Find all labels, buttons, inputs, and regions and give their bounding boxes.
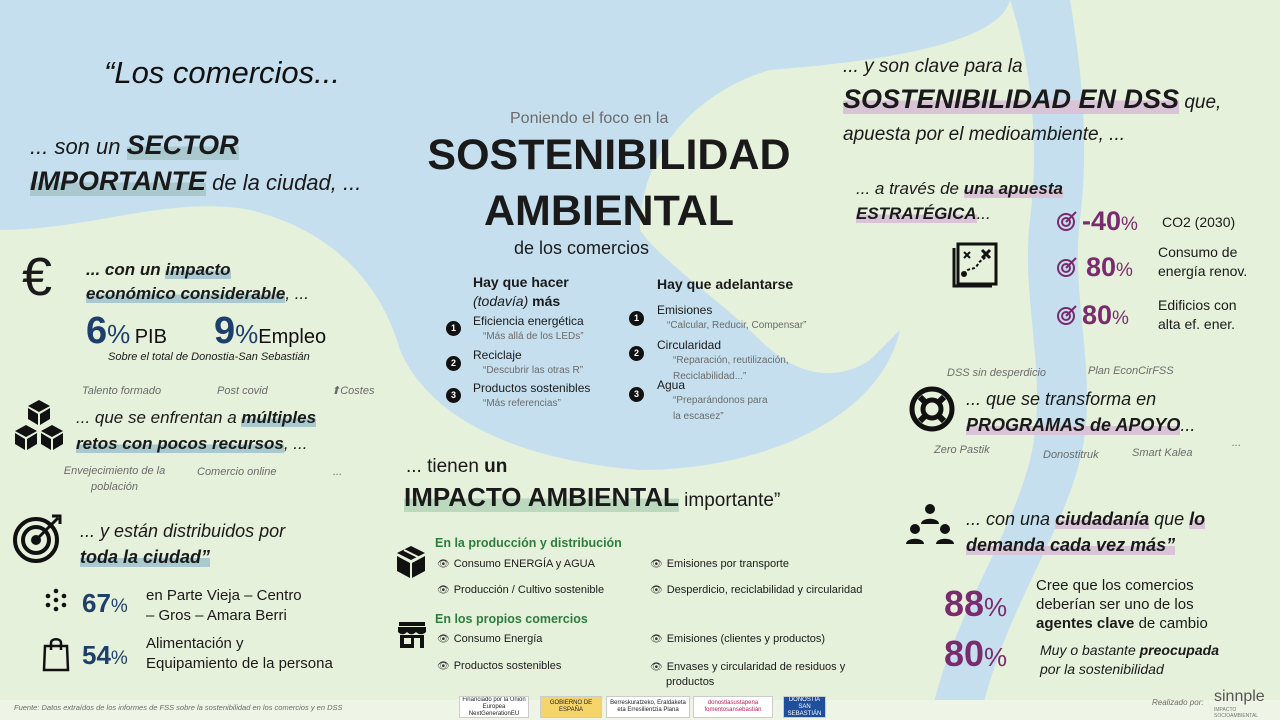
distrib-statement [80,518,285,570]
credit-label: Realizado por: [1152,698,1204,707]
logo-eu: Financiado por la Unión Europea NextGenerationEU [459,696,529,718]
prod-item: 👁 Emisiones por transporte [650,558,789,570]
kicker: Poniendo el foco en la [510,110,669,127]
estrat-statement: ... a través de una apuesta ESTRATÉGICA... [856,179,1063,223]
clave-pre: ... y son clave para la [843,56,1023,77]
eye-icon: 👁 [650,585,663,596]
clave-statement [843,84,1221,115]
logo-fomento: donostiasustapena fomentosansebastián [693,696,773,718]
clave-line3: apuesta por el medioambiente, ... [843,124,1126,145]
col1-item [446,353,461,371]
stat-67 [82,588,128,619]
col1-item-text: Eficiencia energética “Más allá de los LEDs” [473,314,584,342]
eye-icon: 👁 [650,559,663,570]
retos-post: , ... [283,434,308,453]
stat-80-label: Muy o bastante preocupada por la sostenibilidad [1040,642,1219,677]
shop-item: 👁 Envases y circularidad de residuos y productos [650,661,846,688]
dist-54-label: Alimentación y Equipamiento de la persona [146,635,333,672]
shop-item: 👁 Emisiones (clientes y productos) [650,633,826,645]
target-small-icon [1056,210,1078,232]
dist-67-value: 67 [82,588,111,618]
col1-item [446,318,461,336]
retos-bold1: múltiples [241,408,317,427]
goal-renov: 80% [1086,252,1133,282]
title-line1: SOSTENIBILIDAD [427,131,791,179]
col2-item [629,384,644,402]
program-tag: DSS sin desperdicio [947,367,1047,379]
impact-env-statement [404,482,780,513]
clave-bold: SOSTENIBILIDAD EN DSS [843,84,1180,114]
stat-80: 80% [944,633,1008,674]
source-note: Fuente: Datos extraídos de los informes de FSS sobre la sostenibilidad en los comercios y en DSS [14,703,343,712]
stat-88-label: Cree que los comercios deberían ser uno de los agentes clave de cambio [1036,577,1208,632]
impact-env-pre: ... tienen un [406,456,508,477]
challenge-tag-costes: ⬆Costes [331,385,375,397]
number-badge: 3 [629,387,644,402]
stat-empleo [214,310,326,353]
col2-item [629,343,644,361]
col1-title: Hay que hacer (todavía) más [473,274,569,309]
sector-statement [30,128,410,200]
ciudadania-statement: ... con una ciudadanía que lo demanda cada vez más” [966,509,1206,555]
retos-statement [76,405,316,457]
number-badge: 1 [629,311,644,326]
col2-item-text: Emisiones “Calcular, Reducir, Compensar” [657,303,807,331]
credit-sub: IMPACTO SOCIOAMBIENTAL [1214,707,1259,719]
eye-icon: 👁 [437,585,450,596]
target-small-icon [1056,256,1078,278]
goal-renov-label: Consumo de energía renov. [1158,244,1248,279]
empleo-label: Empleo [258,326,327,348]
prod-item: 👁 Desperdicio, reciclabilidad y circularidad [650,584,863,596]
logo-gobierno: GOBIERNO DE ESPAÑA [540,696,602,718]
program-tag: Smart Kalea [1132,447,1193,459]
challenge-tag: Post covid [217,385,268,397]
distrib-line1: ... y están distribuidos por [80,521,286,541]
col2-item-text: Agua “Preparándonos para la escasez” [657,378,768,422]
empleo-value: 9 [214,310,236,352]
col2-item [629,308,644,326]
strategy-map-icon [952,240,1000,290]
dist-54-value: 54 [82,640,111,670]
arrow-up-icon: ⬆ [331,385,341,397]
retos-pre: ... que se enfrentan a [76,408,242,427]
sector-pre: ... son un [30,134,127,159]
number-badge: 3 [446,388,461,403]
impact-bold1: impacto [165,260,231,279]
goal-edificios: 80% [1082,300,1129,330]
shop-item: 👁 Productos sostenibles [437,660,562,672]
prod-title: En la producción y distribución [435,536,622,550]
eye-icon: 👁 [437,559,450,570]
distrib-bold: toda la ciudad” [80,547,211,567]
credit-brand: sinnple [1214,688,1265,705]
eye-icon: 👁 [650,662,663,673]
challenge-tag: ... [333,466,343,478]
clave-post: que, [1179,92,1222,113]
retos-bold2: retos con pocos recursos [76,434,284,453]
dist-67-unit: % [110,596,128,617]
pib-label: PIB [134,326,167,348]
col1-item-text: Reciclaje “Descubrir las otras R” [473,348,584,376]
impact-env-big: IMPACTO AMBIENTAL [404,482,679,512]
col1-item-text: Productos sostenibles “Más referencias” [473,381,591,409]
program-statement: ... que se transforma en PROGRAMAS de APOYO... [966,389,1196,435]
boxes-icon [395,545,427,579]
sector-bold1: SECTOR [126,130,239,160]
goal-edificios-label: Edificios con alta ef. ener. [1158,297,1237,332]
sector-bold2: IMPORTANTE [30,166,207,196]
goal-co2-label: CO2 (2030) [1162,214,1236,230]
logo-plan: Berreskuratzeko, Eraldaketa eta Erresilientzia Plana [606,696,690,718]
target-small-icon [1056,304,1078,326]
col2-item-text: Circularidad “Reparación, reutilización, Reciclabilidad...” [657,338,789,382]
dist-67-label: en Parte Vieja – Centro – Gros – Amara Berri [146,587,302,624]
storefront-icon [397,620,427,650]
people-group-icon [905,503,955,545]
shop-title: En los propios comercios [435,612,588,626]
impact-pre: ... con un [86,260,166,279]
number-badge: 1 [446,321,461,336]
target-icon [12,512,64,564]
number-badge: 2 [629,346,644,361]
shop-item: 👁 Consumo Energía [437,633,543,645]
col2-title: Hay que adelantarse [657,276,794,292]
challenge-tag: Comercio online [197,466,277,478]
cubes-icon [12,398,66,452]
program-tag: Plan EconCirFSS [1088,365,1174,377]
impact-bold2: económico considerable [86,284,286,303]
dist-54-unit: % [110,648,128,669]
pib-value: 6 [86,310,108,352]
logo-donostia: DONOSTIA SAN SEBASTIÁN [783,696,826,718]
prod-item: 👁 Producción / Cultivo sostenible [437,584,605,596]
challenge-tag-aging: Envejecimiento de la población [63,465,166,493]
shopping-bag-icon [42,636,70,672]
eye-icon: 👁 [437,661,450,672]
challenge-tag: Talento formado [82,385,162,397]
sector-post: de la ciudad, ... [206,170,362,195]
stat-88: 88% [944,583,1008,624]
impact-env-post: importante” [678,490,781,511]
program-tag: Zero Pastik [934,444,990,456]
impact-statement [86,258,309,306]
program-tag: Donostitruk [1043,449,1099,461]
stat-54 [82,640,128,671]
col1-item [446,385,461,403]
eye-icon: 👁 [437,634,450,645]
dots-icon [44,588,68,612]
stats-note: Sobre el total de Donostia-San Sebastián [108,351,310,363]
pib-unit: % [107,319,131,349]
prod-item: 👁 Consumo ENERGÍA y AGUA [437,558,595,570]
quote-open: “Los comercios... [104,55,341,90]
eye-icon: 👁 [650,634,663,645]
program-tag: ... [1232,437,1242,449]
subtitle: de los comercios [514,238,650,258]
empleo-unit: % [235,319,259,349]
lifebuoy-icon [908,385,956,433]
number-badge: 2 [446,356,461,371]
goal-co2: -40% [1082,206,1138,236]
stat-pib [86,310,167,353]
euro-icon: € [22,247,53,307]
title-line2: AMBIENTAL [483,187,734,235]
impact-post: , ... [285,284,309,303]
